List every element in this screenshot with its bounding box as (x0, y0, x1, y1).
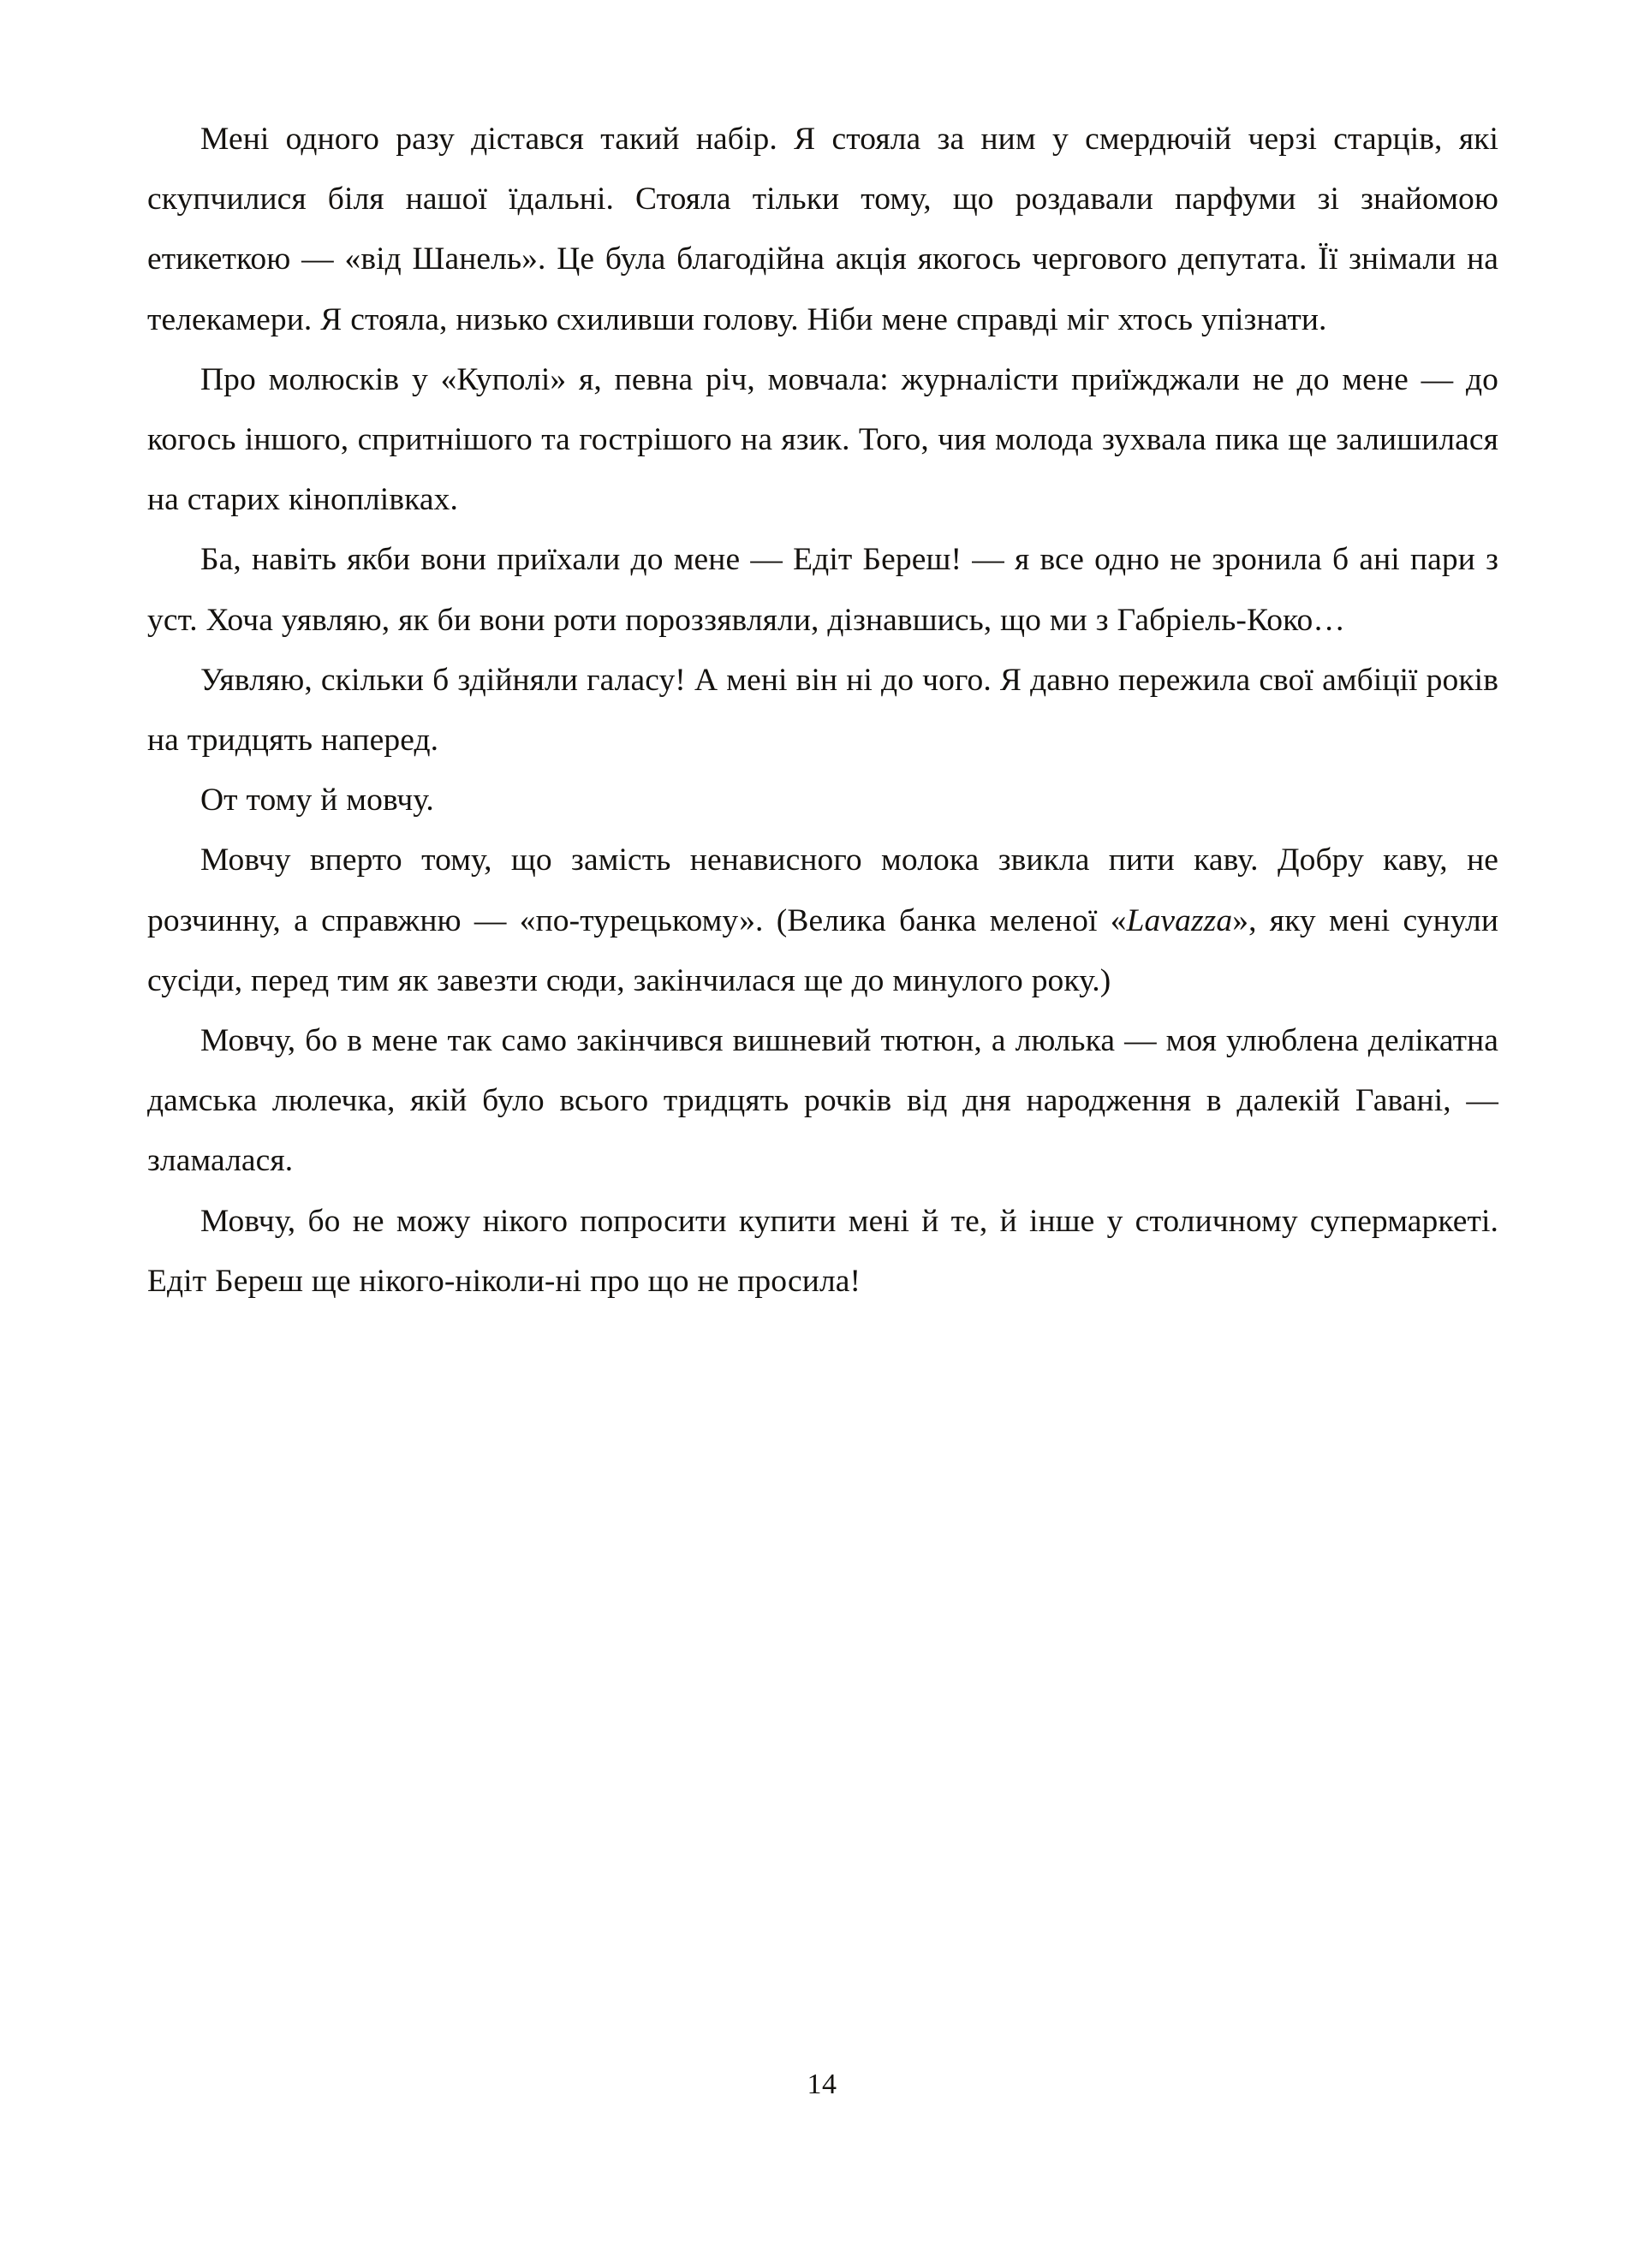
page-number: 14 (807, 2069, 837, 2100)
paragraph-8: Мовчу, бо не можу нікого попросити купити мені й те, й інше у столичному супермаркеті. Едіт Береш ще нікого-ніколи-ні про що не просила! (147, 1203, 1498, 1299)
paragraph-2: Про молюсків у «Куполі» я, певна річ, мовчала: журналісти приїжджали не до мене — до когось іншого, спритнішого та гострішого на язик. Того, чия молода зухвала пика ще залишилася на старих кіноплівках. (147, 361, 1498, 518)
paragraph-6-lead: Мовчу вперто тому, що замість ненависного молока звикла пити каву. Добру каву, не розчинну, а справжню — «по-турецькому». (Велика банка меленої « (147, 842, 1498, 938)
page-text-block (147, 110, 1498, 1312)
paragraph-6 (147, 830, 1498, 1011)
paragraph-7: Мовчу, бо в мене так само закінчився вишневий тютюн, а люлька — моя улюблена делікатна дамська люлечка, якій було всього тридцять рочків від дня народження в далекій Гавані, — зламалася. (147, 1023, 1498, 1179)
paragraph-5: От тому й мовчу. (200, 783, 434, 819)
paragraph-3: Ба, навіть якби вони приїхали до мене — Едіт Береш! — я все одно не зронила б ані пари з уст. Хоча уявляю, як би вони роти пороззявляли, дізнавшись, що ми з Габріель-Коко… (147, 542, 1498, 638)
paragraph-6-tail: », яку мені сунули сусіди, перед тим як завезти сюди, закінчилася ще до минулого року.) (147, 902, 1498, 998)
brand-name-lavazza: Lavazza (1126, 902, 1233, 938)
paragraph-4: Уявляю, скільки б здійняли галасу! А мені він ні до чого. Я давно пережила свої амбіції років на тридцять наперед. (147, 662, 1498, 759)
paragraph-1: Мені одного разу дістався такий набір. Я стояла за ним у смердючій черзі старців, які скупчилися біля нашої їдальні. Стояла тільки тому, що роздавали парфуми зі знайомою етикеткою — «від Шанель». Це була благодійна акція якогось чергового депутата. Її знімали на телекамери. Я стояла, низько схиливши голову. Ніби мене справді міг хтось упізнати. (147, 122, 1498, 337)
